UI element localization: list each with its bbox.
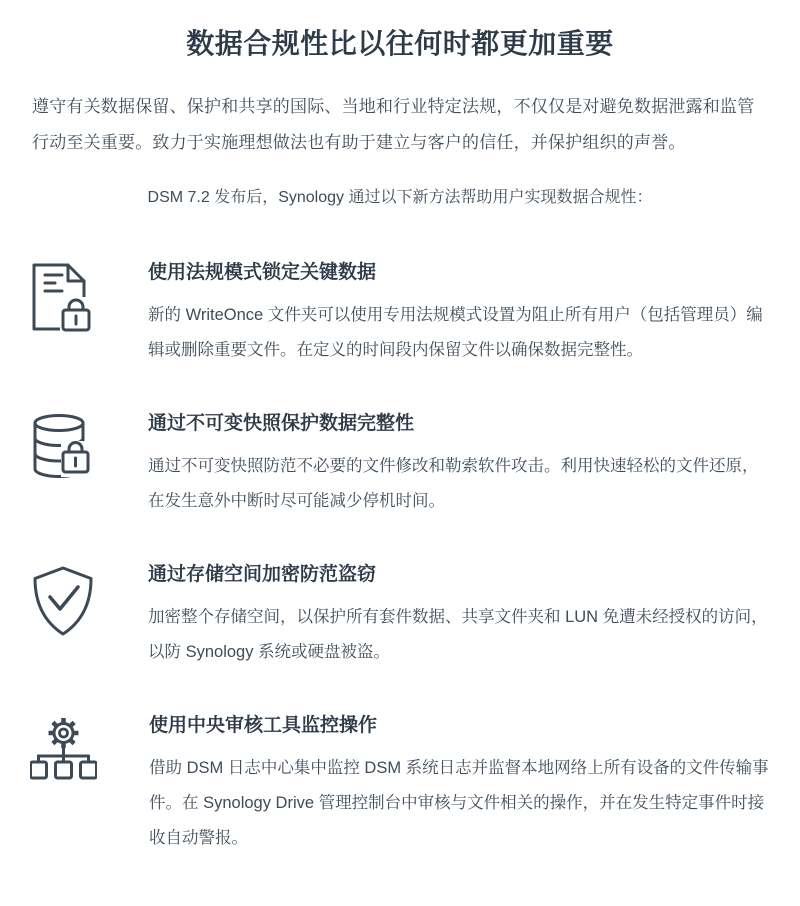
feature-body: 新的 WriteOnce 文件夹可以使用专用法规模式设置为阻止所有用户（包括管理员）编辑或删除重要文件。在定义的时间段内保留文件以确保数据完整性。 <box>148 306 763 359</box>
feature-title: 使用中央审核工具监控操作 <box>149 715 378 736</box>
shield-check-icon <box>30 559 96 637</box>
feature-text <box>148 559 770 670</box>
feature-regulatory-mode <box>30 257 770 368</box>
feature-body: 通过不可变快照防范不必要的文件修改和勒索软件攻击。利用快速轻松的文件还原，在发生意外中断时尽可能减少停机时间。 <box>148 457 759 510</box>
feature-list <box>30 257 770 856</box>
database-lock-icon <box>30 408 96 482</box>
feature-title: 使用法规模式锁定关键数据 <box>148 262 377 283</box>
page-title: 数据合规性比以往何时都更加重要 <box>186 28 614 59</box>
feature-title: 通过存储空间加密防范盗窃 <box>148 564 377 585</box>
lead-in-text: DSM 7.2 发布后，Synology 通过以下新方法帮助用户实现数据合规性： <box>147 189 653 206</box>
feature-body: 加密整个存储空间，以保护所有套件数据、共享文件夹和 LUN 免遭未经授权的访问，以防 Synology 系统或硬盘被盗。 <box>148 608 768 661</box>
feature-immutable-snapshots <box>30 408 770 519</box>
intro-paragraph: 遵守有关数据保留、保护和共享的国际、当地和行业特定法规，不仅仅是对避免数据泄露和监管行动至关重要。致力于实施理想做法也有助于建立与客户的信任，并保护组织的声誉。 <box>32 97 755 152</box>
feature-text <box>149 710 770 856</box>
feature-title: 通过不可变快照保护数据完整性 <box>148 413 415 434</box>
feature-volume-encryption <box>30 559 770 670</box>
document-lock-icon <box>30 257 96 333</box>
feature-body: 借助 DSM 日志中心集中监控 DSM 系统日志并监督本地网络上所有设备的文件传输事件。在 Synology Drive 管理控制台中审核与文件相关的操作，并在发生特定事件时接收自动警报。 <box>149 759 769 847</box>
feature-text <box>148 408 770 519</box>
feature-text <box>148 257 770 368</box>
feature-central-auditing <box>30 710 770 856</box>
gear-network-icon <box>30 710 97 780</box>
